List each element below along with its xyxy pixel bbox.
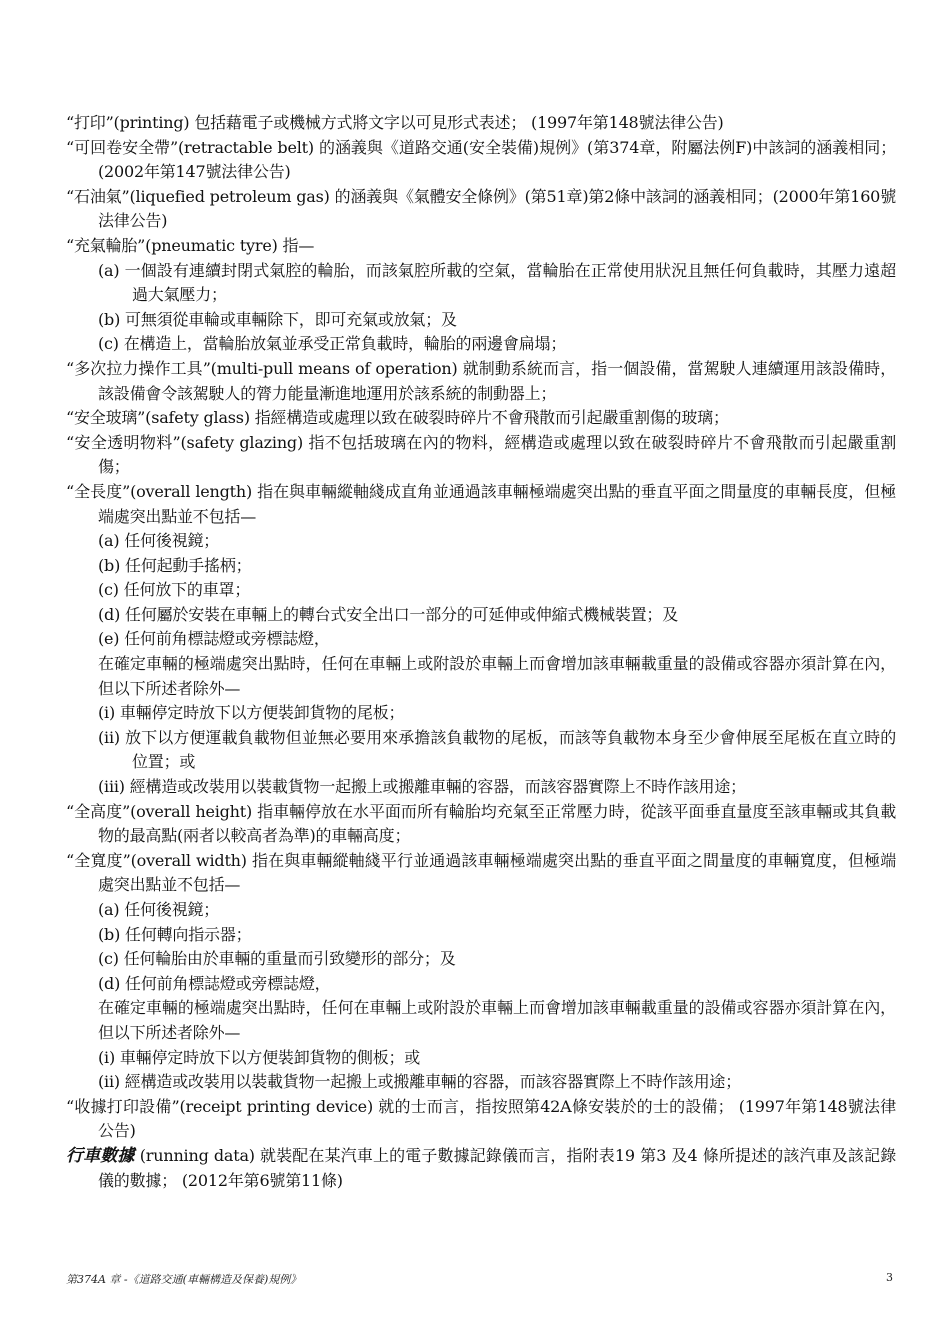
definition-entry: “可回卷安全帶”(retractable belt) 的涵義與《道路交通(安全裝備)規例》(第374章，附屬法例F)中該詞的涵義相同； (2002年第147號法律公告) [66,137,896,182]
definition-sub-item: (ii) 經構造或改裝用以裝載貨物一起搬上或搬離車輛的容器，而該容器實際上不時作該用途； [98,1072,742,1092]
footer-chapter-title: 第374A 章 -《道路交通(車輛構造及保養)規例》 [66,1273,302,1286]
definition-sub-item: (i) 車輛停定時放下以方便裝卸貨物的尾板； [98,703,405,723]
definition-sub-item: (a) 一個設有連續封閉式氣腔的輪胎，而該氣腔所載的空氣，當輪胎在正常使用狀況且無任何負載時，其壓力遠超過大氣壓力； [98,260,896,305]
definition-sub-item: (d) 任何前角標誌燈或旁標誌燈， [98,973,331,993]
definition-continuation: 在確定車輛的極端處突出點時，任何在車輛上或附設於車輛上而會增加該車輛載重量的設備或容器亦須計算在內，但以下所述者除外— [98,654,896,698]
definition-entry: “石油氣”(liquefied petroleum gas) 的涵義與《氣體安全條例》(第51章)第2條中該詞的涵義相同；(2000年第160號法律公告) [66,186,896,231]
definition-sub-item: (b) 可無須從車輪或車輛除下，即可充氣或放氣；及 [98,309,457,329]
definition-entry: “收據打印設備”(receipt printing device) 就的士而言，指按照第42A條安裝於的士的設備； (1997年第148號法律公告) [66,1096,896,1141]
definition-continuation: 在確定車輛的極端處突出點時，任何在車輛上或附設於車輛上而會增加該車輛載重量的設備或容器亦須計算在內，但以下所述者除外— [98,998,896,1042]
definition-entry: “多次拉力操作工具”(multi-pull means of operation) 就制動系統而言，指一個設備，當駕駛人連續運用該設備時，該設備會令該駕駛人的膂力能量漸進地運用於該系統的制動器上； [66,358,896,403]
definition-sub-item: (iii) 經構造或改裝用以裝載貨物一起搬上或搬離車輛的容器，而該容器實際上不時作該用途； [98,777,746,797]
definition-entry: “打印”(printing) 包括藉電子或機械方式將文字以可見形式表述； (1997年第148號法律公告) [66,113,724,132]
definition-entry: “全高度”(overall height) 指車輛停放在水平面而所有輪胎均充氣至正常壓力時，從該平面垂直量度至該車輛或其負載物的最高點(兩者以較高者為準)的車輛高度； [66,801,896,846]
definition-entry: “全長度”(overall length) 指在與車輛縱軸綫成直角並通過該車輛極端處突出點的垂直平面之間量度的車輛長度，但極端處突出點並不包括— [66,481,896,526]
defined-term: 行車數據 [66,1145,135,1166]
definition-sub-item: (b) 任何轉向指示器； [98,924,252,944]
definition-entry-running-data [66,1144,896,1193]
definition-entry: “安全透明物料”(safety glazing) 指不包括玻璃在內的物料，經構造或處理以致在破裂時碎片不會飛散而引起嚴重割傷； [66,432,896,477]
definition-sub-item: (i) 車輛停定時放下以方便裝卸貨物的側板；或 [98,1047,421,1067]
definition-entry: “全寬度”(overall width) 指在與車輛縱軸綫平行並通過該車輛極端處突出點的垂直平面之間量度的車輛寬度，但極端處突出點並不包括— [66,850,896,895]
definition-sub-item: (a) 任何後視鏡； [98,531,220,551]
definitions-section [66,111,896,1193]
page-number: 3 [886,1271,893,1284]
definition-sub-item: (c) 在構造上，當輪胎放氣並承受正常負載時，輪胎的兩邊會扁塌； [98,334,567,354]
definition-sub-item: (a) 任何後視鏡； [98,900,220,919]
definition-text: (running data) 就裝配在某汽車上的電子數據記錄儀而言，指附表19 第3 及4 條所提述的該汽車及該記錄儀的數據； (2012年第6號第11條) [98,1145,896,1190]
definition-entry: “安全玻璃”(safety glass) 指經構造或處理以致在破裂時碎片不會飛散而引起嚴重割傷的玻璃； [66,408,729,428]
definition-sub-item: (c) 任何輪胎由於車輛的重量而引致變形的部分；及 [98,949,456,969]
definition-sub-item: (ii) 放下以方便運載負載物但並無必要用來承擔該負載物的尾板，而該等負載物本身至少會伸展至尾板在直立時的位置；或 [98,727,896,772]
definition-entry: “充氣輪胎”(pneumatic tyre) 指— [66,235,315,255]
definition-sub-item: (e) 任何前角標誌燈或旁標誌燈， [98,629,330,649]
definition-sub-item: (c) 任何放下的車罩； [98,580,251,600]
definition-sub-item: (d) 任何屬於安裝在車輛上的轉台式安全出口一部分的可延伸或伸縮式機械裝置；及 [98,604,679,624]
definition-sub-item: (b) 任何起動手搖柄； [98,555,252,575]
